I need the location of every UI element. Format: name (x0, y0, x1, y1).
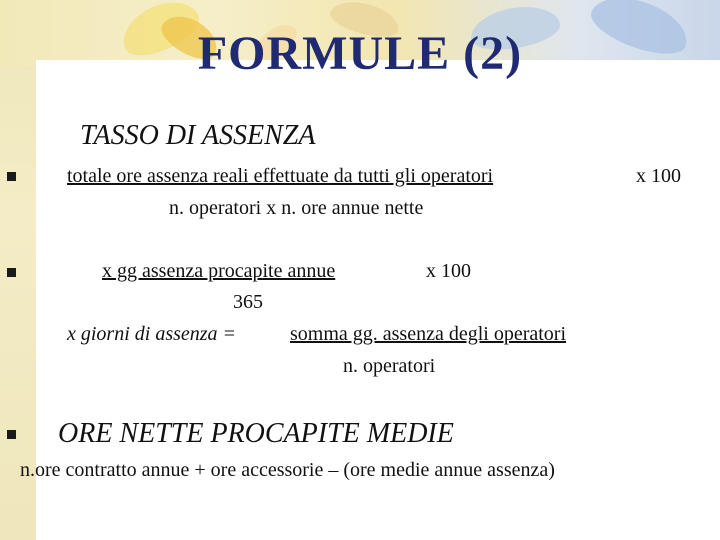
section2-multiplier: x 100 (426, 260, 471, 282)
section1-numerator: totale ore assenza reali effettuate da tutti gli operatori (67, 165, 494, 187)
section1-heading: TASSO DI ASSENZA (80, 120, 316, 151)
section1-multiplier: x 100 (636, 165, 681, 187)
section2-denominator: 365 (233, 291, 263, 313)
section2-definition-denominator: n. operatori (343, 355, 436, 377)
section2-definition-numerator: somma gg. assenza degli operatori (290, 323, 567, 345)
slide-title: FORMULE (2) (197, 27, 523, 80)
section3-formula: n.ore contratto annue + ore accessorie – (ore medie annue assenza) (20, 459, 555, 481)
bullet-2 (7, 268, 16, 277)
section2-definition-label: x giorni di assenza = (67, 323, 237, 345)
bullet-3 (7, 430, 16, 439)
section1-denominator: n. operatori x n. ore annue nette (169, 197, 424, 219)
section3-heading: ORE NETTE PROCAPITE MEDIE (58, 418, 454, 449)
section2-numerator: x gg assenza procapite annue (102, 260, 336, 282)
bullet-1 (7, 172, 16, 181)
